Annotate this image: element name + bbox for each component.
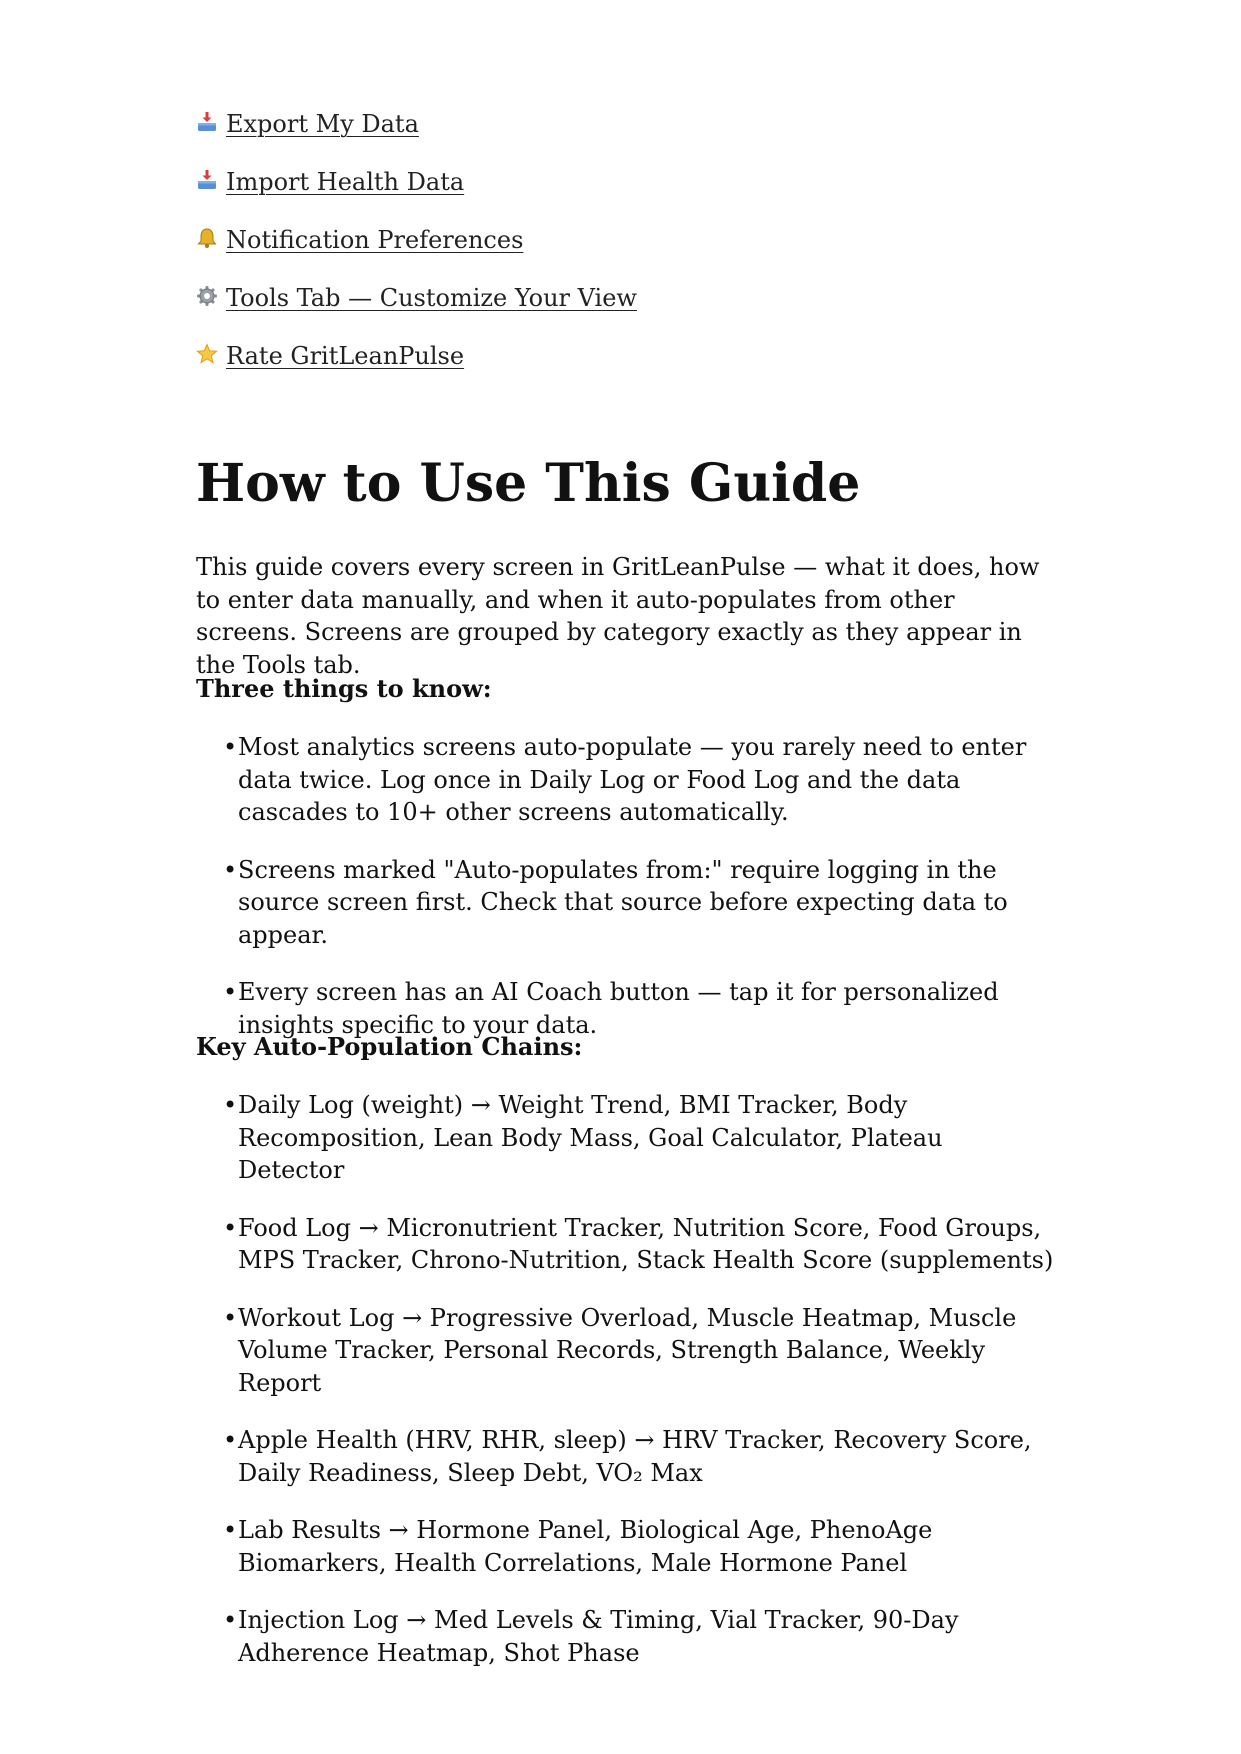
list-item: • Workout Log → Progressive Overload, Muscle Heatmap, Muscle Volume Tracker, Personal Records, Strength Balance, Weekly Report — [196, 1302, 1056, 1400]
list-item: • Most analytics screens auto-populate — you rarely need to enter data twice. Log once in Daily Log or Food Log and the data cascades to 10+ other screens automatically. — [196, 731, 1056, 829]
list-item: • Every screen has an AI Coach button — tap it for personalized insights specific to your data. — [196, 976, 1056, 1041]
star-icon — [196, 343, 218, 365]
list-item: • Apple Health (HRV, RHR, sleep) → HRV Tracker, Recovery Score, Daily Readiness, Sleep Debt, VO₂ Max — [196, 1424, 1056, 1489]
table-of-contents — [196, 110, 1056, 400]
toc-link-import-health-data[interactable] — [196, 168, 464, 196]
toc-item-import-health-data — [196, 168, 1056, 226]
toc-link-notification-preferences[interactable] — [196, 226, 523, 254]
toc-link-tools-tab[interactable] — [196, 284, 637, 312]
things-heading: Three things to know: — [196, 674, 492, 703]
gear-icon — [196, 285, 218, 307]
toc-label: Notification Preferences — [226, 226, 524, 254]
inbox-tray-icon — [196, 169, 218, 191]
section-title: How to Use This Guide — [196, 453, 861, 514]
toc-link-export-data[interactable] — [196, 110, 419, 138]
toc-label: Tools Tab — Customize Your View — [226, 284, 637, 312]
intro-paragraph: This guide covers every screen in GritLeanPulse — what it does, how to enter data manually, and when it auto-populates from other screens. Screens are grouped by category exactly as they appear in the Tools tab. — [196, 553, 1040, 679]
toc-label: Import Health Data — [226, 168, 465, 196]
chains-heading: Key Auto-Population Chains: — [196, 1032, 583, 1061]
toc-link-rate-app[interactable] — [196, 342, 464, 370]
chains-list — [196, 1089, 1056, 1694]
list-item: • Food Log → Micronutrient Tracker, Nutrition Score, Food Groups, MPS Tracker, Chrono-Nutrition, Stack Health Score (supplements) — [196, 1212, 1056, 1277]
toc-item-tools-tab — [196, 284, 1056, 342]
toc-item-export-data — [196, 110, 1056, 168]
bell-icon — [196, 227, 218, 249]
list-item: • Screens marked "Auto-populates from:" require logging in the source screen first. Check that source before expecting data to appear. — [196, 854, 1056, 952]
toc-item-notification-preferences — [196, 226, 1056, 284]
list-item: • Injection Log → Med Levels & Timing, Vial Tracker, 90-Day Adherence Heatmap, Shot Phase — [196, 1604, 1056, 1669]
list-item: • Daily Log (weight) → Weight Trend, BMI Tracker, Body Recomposition, Lean Body Mass, Goal Calculator, Plateau Detector — [196, 1089, 1056, 1187]
toc-label: Export My Data — [226, 110, 419, 138]
inbox-tray-icon — [196, 111, 218, 133]
list-item: • Lab Results → Hormone Panel, Biological Age, PhenoAge Biomarkers, Health Correlations, Male Hormone Panel — [196, 1514, 1056, 1579]
toc-label: Rate GritLeanPulse — [226, 342, 465, 370]
toc-item-rate-app — [196, 342, 1056, 400]
things-list — [196, 731, 1056, 1066]
